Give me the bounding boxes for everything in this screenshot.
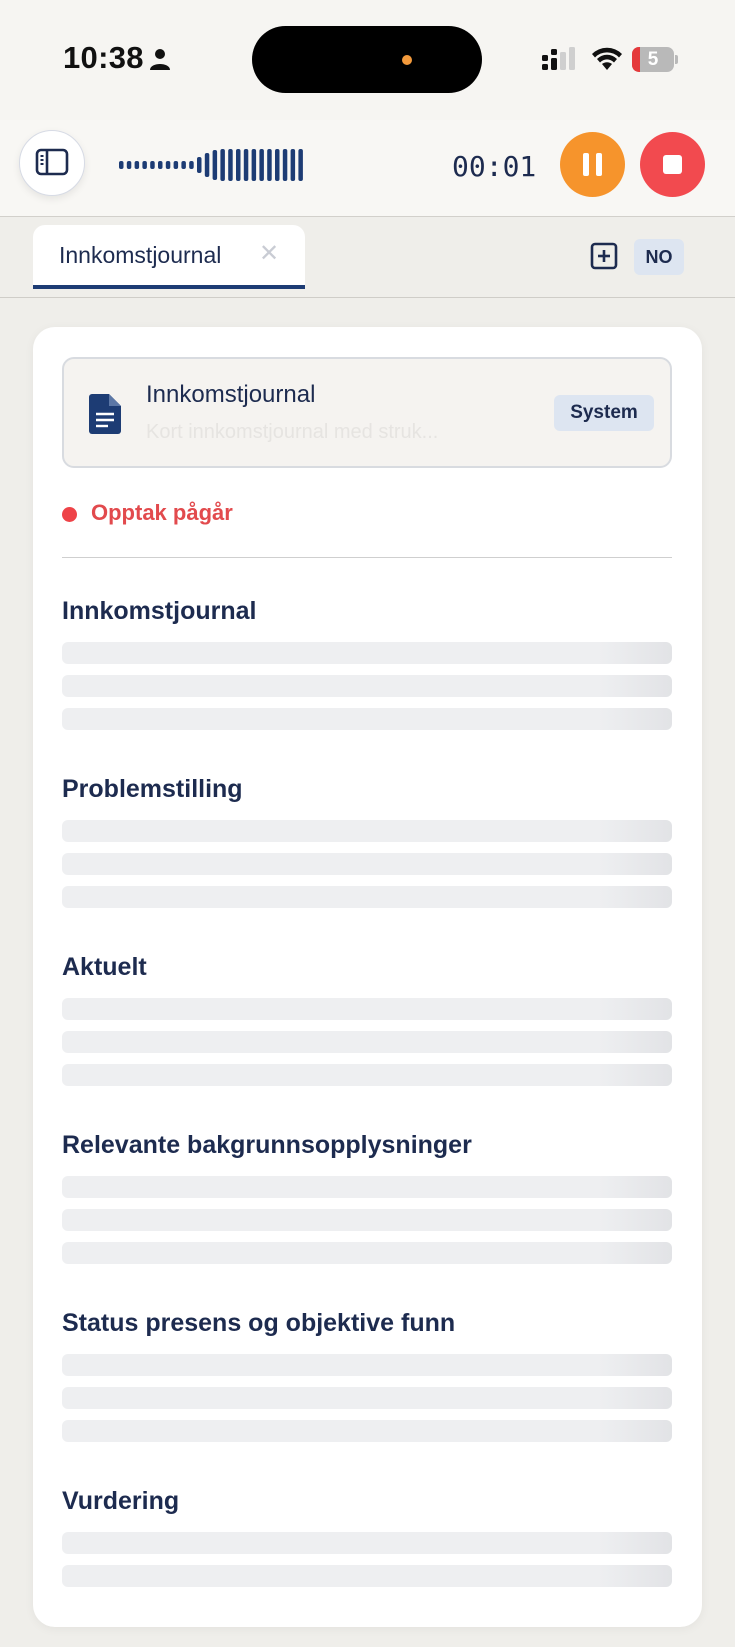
waveform-bar <box>236 149 241 181</box>
waveform-bar <box>119 161 124 169</box>
waveform-bar <box>127 161 132 169</box>
sidebar-icon <box>35 147 69 177</box>
waveform-bar <box>220 149 225 181</box>
section-title: Innkomstjournal <box>62 597 257 625</box>
skeleton-line <box>62 1176 672 1198</box>
tab-label: Innkomstjournal <box>59 242 222 268</box>
waveform-bar <box>158 161 163 169</box>
person-icon <box>149 48 171 70</box>
journal-card <box>33 327 702 1627</box>
skeleton-line <box>62 1565 672 1587</box>
template-description: Kort innkomstjournal med struk... <box>146 421 439 443</box>
divider <box>62 557 672 558</box>
skeleton-line <box>62 853 672 875</box>
waveform-bar <box>267 149 272 181</box>
wifi-icon <box>591 45 623 72</box>
waveform-bar <box>213 150 218 180</box>
recording-dot-icon <box>62 507 77 522</box>
template-selector[interactable] <box>62 357 672 468</box>
section-vurdering <box>62 1487 672 1647</box>
section-title: Vurdering <box>62 1487 180 1515</box>
recording-toolbar <box>0 120 735 217</box>
section-aktuelt <box>62 953 672 1113</box>
skeleton-line <box>62 642 672 664</box>
skeleton-line <box>62 675 672 697</box>
waveform-bar <box>259 149 264 181</box>
skeleton-line <box>62 1064 672 1086</box>
waveform-bar <box>189 161 194 169</box>
privacy-indicator-dot <box>402 55 412 65</box>
pause-button[interactable] <box>560 132 625 197</box>
skeleton-line <box>62 1354 672 1376</box>
document-icon <box>89 394 121 434</box>
waveform-bar <box>135 161 140 169</box>
stop-button[interactable] <box>640 132 705 197</box>
sidebar-toggle-button[interactable] <box>19 130 85 196</box>
skeleton-line <box>62 1031 672 1053</box>
skeleton-line <box>62 998 672 1020</box>
section-status-presens <box>62 1309 672 1469</box>
section-title: Relevante bakgrunnsopplysninger <box>62 1131 472 1159</box>
skeleton-line <box>62 1420 672 1442</box>
section-bakgrunnsopplysninger <box>62 1131 672 1291</box>
waveform-bar <box>142 161 147 169</box>
system-badge: System <box>554 395 654 431</box>
waveform-bar <box>275 149 280 181</box>
pause-icon <box>583 153 589 176</box>
dynamic-island <box>252 26 482 93</box>
skeleton-line <box>62 1387 672 1409</box>
close-icon[interactable]: ✕ <box>259 240 280 267</box>
battery-icon <box>632 47 678 72</box>
waveform-bar <box>181 161 186 169</box>
section-title: Aktuelt <box>62 953 147 981</box>
section-innkomstjournal <box>62 597 672 757</box>
waveform-bar <box>174 161 179 169</box>
tab-innkomstjournal[interactable] <box>33 225 305 289</box>
plus-square-icon[interactable] <box>590 242 618 270</box>
waveform-bar <box>205 153 210 177</box>
section-title: Problemstilling <box>62 775 243 803</box>
section-problemstilling <box>62 775 672 935</box>
status-time: 10:38 <box>63 40 144 75</box>
status-bar <box>0 0 735 120</box>
battery-level: 5 <box>647 49 659 70</box>
template-title: Innkomstjournal <box>146 381 316 408</box>
skeleton-line <box>62 1532 672 1554</box>
waveform-bar <box>283 149 288 181</box>
recording-timer: 00:01 <box>452 150 537 183</box>
skeleton-line <box>62 1209 672 1231</box>
tab-bar <box>0 217 735 298</box>
stop-icon <box>663 155 682 174</box>
waveform-bar <box>150 161 155 169</box>
skeleton-line <box>62 1242 672 1264</box>
waveform-bar <box>228 149 233 181</box>
skeleton-line <box>62 886 672 908</box>
language-badge[interactable]: NO <box>634 239 684 275</box>
waveform-icon <box>118 148 308 182</box>
signal-icon <box>542 47 578 73</box>
waveform-bar <box>298 149 303 181</box>
skeleton-line <box>62 708 672 730</box>
waveform-bar <box>252 149 257 181</box>
waveform-bar <box>244 149 249 181</box>
section-title: Status presens og objektive funn <box>62 1309 456 1337</box>
waveform-bar <box>197 157 202 173</box>
waveform-bar <box>166 161 171 169</box>
skeleton-line <box>62 820 672 842</box>
recording-status-label: Opptak pågår <box>91 500 233 525</box>
waveform-bar <box>291 149 296 181</box>
